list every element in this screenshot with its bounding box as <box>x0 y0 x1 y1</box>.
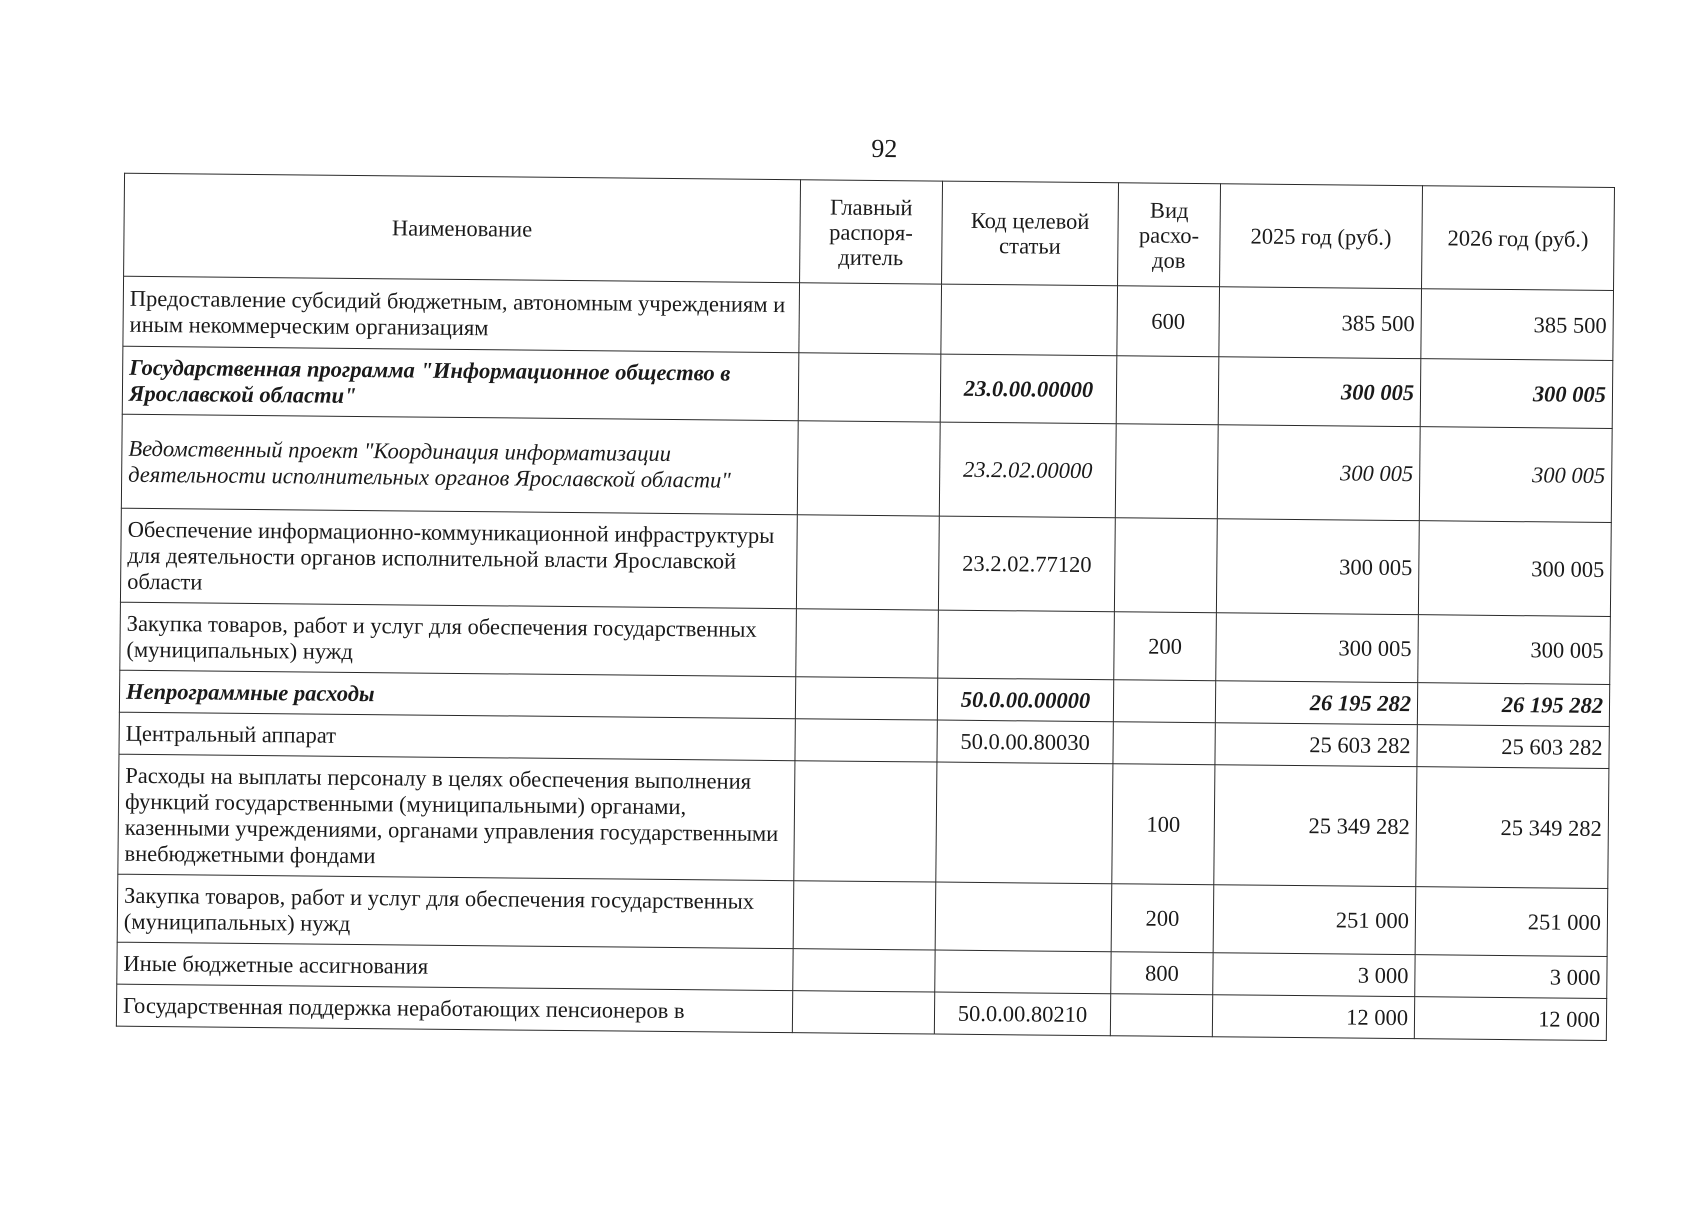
row-2026: 300 005 <box>1418 521 1611 617</box>
row-2025: 25 349 282 <box>1214 765 1417 887</box>
table-header-row <box>124 173 1615 290</box>
row-2026: 300 005 <box>1418 615 1611 685</box>
row-code: 23.2.02.77120 <box>938 516 1115 612</box>
row-name: Центральный аппарат <box>119 712 795 760</box>
row-type <box>1110 994 1212 1037</box>
row-type <box>1116 356 1219 425</box>
row-2025: 25 603 282 <box>1215 723 1417 767</box>
row-manager <box>794 761 937 882</box>
header-manager: Главный распоря-дитель <box>800 180 943 284</box>
row-2025: 12 000 <box>1212 995 1414 1039</box>
row-type: 200 <box>1111 884 1214 953</box>
row-manager <box>799 283 942 354</box>
row-name: Закупка товаров, работ и услуг для обеспечения государственных (муниципальных) нужд <box>117 874 794 948</box>
row-type <box>1114 518 1217 613</box>
row-code: 50.0.00.00000 <box>937 678 1113 722</box>
row-2025: 300 005 <box>1216 613 1419 683</box>
row-2025: 300 005 <box>1218 357 1421 427</box>
row-manager <box>797 421 940 516</box>
row-name: Иные бюджетные ассигнования <box>117 942 793 990</box>
row-type: 200 <box>1114 612 1217 681</box>
row-type: 100 <box>1112 764 1215 885</box>
table-row <box>120 508 1611 616</box>
row-type <box>1115 424 1218 519</box>
row-code: 23.0.00.00000 <box>940 354 1117 424</box>
page-number: 92 <box>871 133 898 164</box>
table-row <box>118 754 1609 888</box>
row-name: Ведомственный проект "Координация информатизации деятельности исполнительных органов Ярославской области" <box>121 414 798 514</box>
row-manager <box>795 719 937 762</box>
row-name: Закупка товаров, работ и услуг для обеспечения государственных (муниципальных) нужд <box>120 602 797 676</box>
header-2025: 2025 год (руб.) <box>1220 184 1423 289</box>
row-type <box>1113 722 1215 765</box>
row-2025: 251 000 <box>1213 885 1416 955</box>
row-name: Государственная поддержка неработающих пенсионеров в <box>116 984 792 1032</box>
row-code <box>936 762 1113 884</box>
row-manager <box>793 949 935 992</box>
row-manager <box>798 353 941 422</box>
row-manager <box>793 881 936 950</box>
table-row <box>121 414 1612 522</box>
row-2026: 300 005 <box>1420 359 1613 429</box>
row-name: Обеспечение информационно-коммуникационной инфраструктуры для деятельности органов исполнительной власти Ярославской области <box>120 508 797 608</box>
row-manager <box>796 609 939 678</box>
budget-table <box>116 173 1615 1041</box>
row-type: 600 <box>1117 286 1220 357</box>
row-2026: 3 000 <box>1415 955 1607 999</box>
row-manager <box>795 677 937 720</box>
row-name: Предоставление субсидий бюджетным, автономным учреждениям и иным некоммерческим организациям <box>123 276 800 352</box>
row-2025: 385 500 <box>1219 287 1422 359</box>
row-type <box>1113 680 1215 723</box>
row-2026: 12 000 <box>1414 997 1606 1041</box>
row-name: Непрограммные расходы <box>119 670 795 718</box>
row-2026: 25 603 282 <box>1417 725 1609 769</box>
row-code: 23.2.02.00000 <box>939 422 1116 518</box>
row-code <box>941 284 1118 356</box>
header-2026: 2026 год (руб.) <box>1422 186 1615 291</box>
row-2025: 300 005 <box>1216 519 1419 615</box>
header-type: Вид расхо-дов <box>1118 183 1221 287</box>
row-2026: 26 195 282 <box>1417 683 1609 727</box>
row-2026: 251 000 <box>1415 887 1608 957</box>
header-name: Наименование <box>124 173 801 282</box>
row-name: Расходы на выплаты персоналу в целях обеспечения выполнения функций государственными (муниципальными) органами, казенными учреждениями, органами управления государственными внебюджетными фондами <box>118 754 795 880</box>
row-2025: 26 195 282 <box>1215 681 1417 725</box>
row-code <box>935 950 1111 994</box>
row-manager <box>796 515 939 610</box>
row-2026: 385 500 <box>1421 289 1614 361</box>
row-code <box>935 882 1112 952</box>
row-2025: 3 000 <box>1213 953 1415 997</box>
row-code <box>938 610 1115 680</box>
row-2026: 300 005 <box>1419 427 1612 523</box>
row-name: Государственная программа "Информационное общество в Ярославской области" <box>122 346 799 420</box>
row-type: 800 <box>1111 952 1213 995</box>
row-code: 50.0.00.80210 <box>934 992 1110 1036</box>
row-code: 50.0.00.80030 <box>937 720 1113 764</box>
row-2026: 25 349 282 <box>1416 767 1609 889</box>
row-manager <box>792 991 934 1034</box>
header-code: Код целевой статьи <box>942 181 1119 286</box>
row-2025: 300 005 <box>1217 425 1420 521</box>
